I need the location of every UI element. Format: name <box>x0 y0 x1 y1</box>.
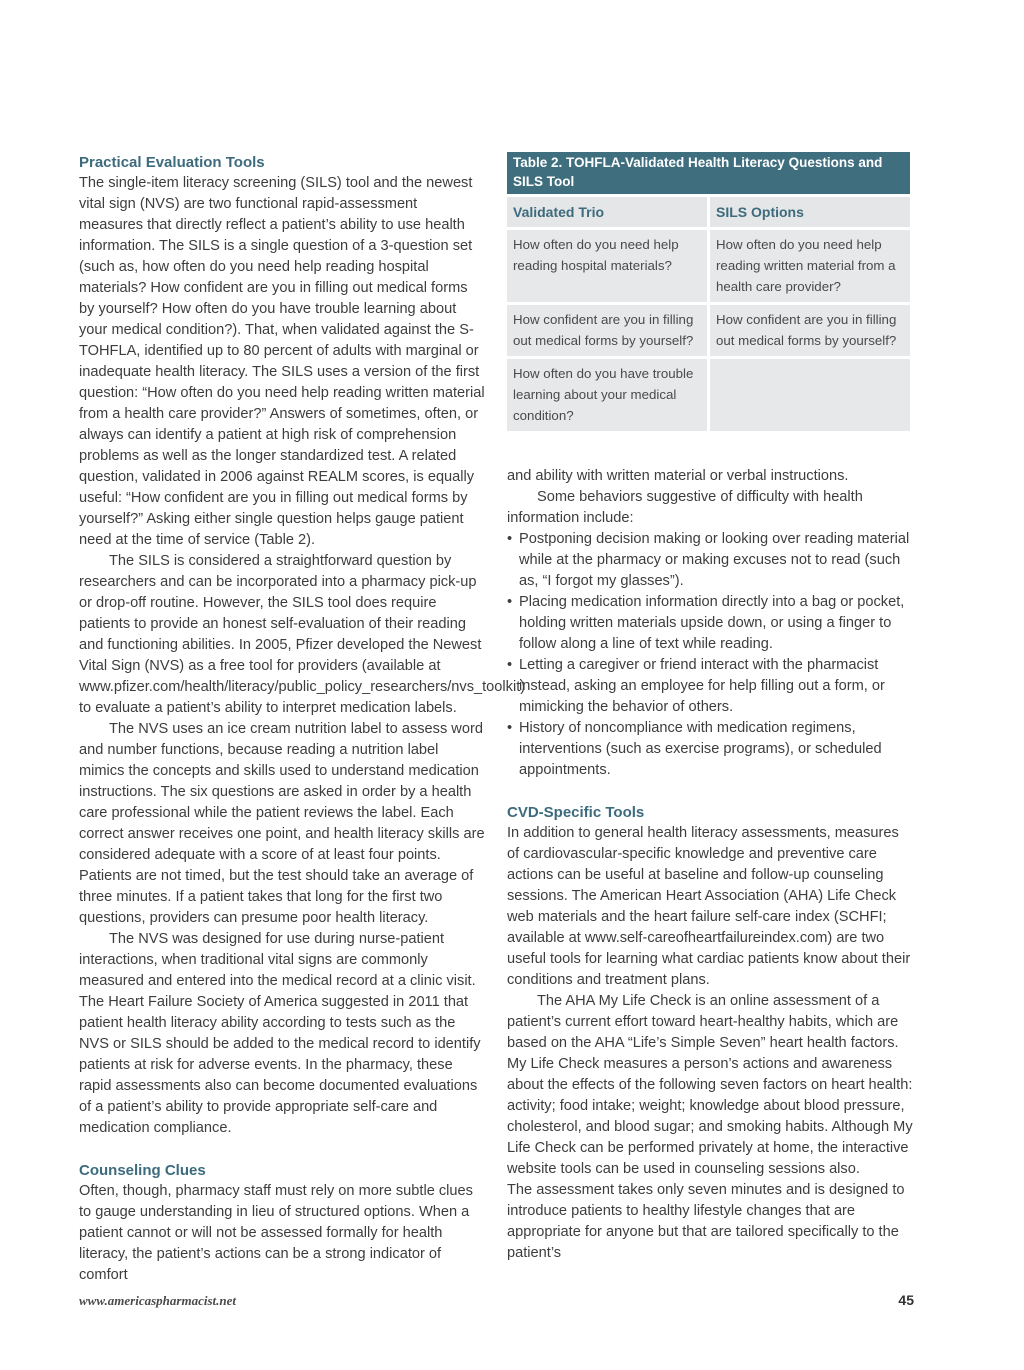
table-cell <box>710 359 910 431</box>
body-paragraph: and ability with written material or verbal instructions. <box>507 468 849 484</box>
table-row <box>507 305 910 356</box>
table-2 <box>504 149 913 434</box>
body-paragraph: The AHA My Life Check is an online assessment of a patient’s current effort toward heart-healthy habits, which are based on the AHA “Life’s Simple Seven” heart health factors. My Life Check measures a person’s actions and awareness about the effects of the following seven factors on heart health: activity; food intake; weight; knowledge about blood pressure, cholesterol, and blood sugar; and smoking habits. Although My Life Check can be performed privately at home, the interactive website tools can be used in counseling sessions also. <box>507 993 913 1177</box>
body-paragraph: Often, though, pharmacy staff must rely on more subtle clues to gauge understanding in lieu of structured options. When a patient cannot or will not be assessed formally for health literacy, the patient’s actions can be a strong indicator of comfort <box>79 1183 473 1283</box>
table-header-validated-trio: Validated Trio <box>507 197 707 227</box>
table-cell: How confident are you in filling out medical forms by yourself? <box>710 305 910 356</box>
table-row <box>507 359 910 431</box>
list-item: • Placing medication information directly into a bag or pocket, holding written materials upside down, or using a finger to follow along a line of text while reading. <box>507 592 913 655</box>
table-cell: How confident are you in filling out medical forms by yourself? <box>507 305 707 356</box>
body-paragraph: Some behaviors suggestive of difficulty with health information include: <box>507 489 863 526</box>
body-paragraph: The NVS uses an ice cream nutrition label to assess word and number functions, because reading a nutrition label mimics the concepts and skills used to understand medication instructions. The six questions are asked in order by a health care professional while the patient reviews the label. Each correct answer receives one point, and health literacy skills are considered adequate with a score of at least four points. Patients are not timed, but the test should take an average of three minutes. If a patient takes that long for the first two questions, providers can presume poor health literacy. <box>79 721 485 926</box>
left-column <box>79 152 526 1286</box>
right-column <box>507 152 913 1264</box>
table-header-sils-options: SILS Options <box>710 197 910 227</box>
body-paragraph: The single-item literacy screening (SILS) tool and the newest vital sign (NVS) are two functional rapid-assessment measures that directly reflect a patient’s ability to use health information. The SILS is a single question of a 3-question set (such as, how often do you need help reading hospital materials? How confident are you in filling out medical forms by yourself? How often do you have trouble learning about your medical condition?). That, when validated against the S-TOHFLA, identified up to 80 percent of adults with marginal or inadequate health literacy. The SILS uses a version of the first question: “How often do you need help reading written material from a health care provider?” Answers of sometimes, often, or always can identify a patient at high risk of comprehension problems as well as the longer standardized test. A related question, validated in 2006 against REALM scores, is equally useful: “How confident are you in filling out medical forms by yourself?” Asking either single question helps gauge patient need at the time of service (Table 2). <box>79 175 485 548</box>
section-heading-practical-evaluation-tools: Practical Evaluation Tools <box>79 154 265 171</box>
body-paragraph: The SILS is considered a straightforward question by researchers and can be incorporated into a pharmacy pick-up or drop-off routine. However, the SILS tool does require patients to provide an honest self-evaluation of their reading and functioning abilities. In 2005, Pfizer developed the Newest Vital Sign (NVS) as a free tool for providers (available at www.pfizer.com/health/literacy/public_policy_researchers/nvs_toolkit) to evaluate a patient’s ability to interpret medication labels. <box>79 553 526 716</box>
behavior-list <box>507 529 913 781</box>
list-item: • Letting a caregiver or friend interact with the pharmacist instead, asking an employee for help filling out a form, or mimicking the behavior of others. <box>507 655 913 718</box>
table-cell: How often do you need help reading written material from a health care provider? <box>710 230 910 302</box>
table-cell: How often do you need help reading hospital materials? <box>507 230 707 302</box>
table-row <box>507 230 910 302</box>
table-cell: How often do you have trouble learning about your medical condition? <box>507 359 707 431</box>
section-heading-cvd-specific-tools: CVD-Specific Tools <box>507 804 645 821</box>
body-paragraph: The assessment takes only seven minutes and is designed to introduce patients to healthy lifestyle changes that are appropriate for anyone but that are tailored specifically to the patient’s <box>507 1182 905 1261</box>
footer-url: www.americaspharmacist.net <box>79 1293 236 1308</box>
section-heading-counseling-clues: Counseling Clues <box>79 1162 206 1179</box>
list-item: • History of noncompliance with medication regimens, interventions (such as exercise programs), or scheduled appointments. <box>507 718 913 781</box>
page-number: 45 <box>898 1292 914 1308</box>
body-paragraph: The NVS was designed for use during nurse-patient interactions, when traditional vital signs are commonly measured and entered into the medical record at a clinic visit. The Heart Failure Society of America suggested in 2011 that patient health literacy ability according to tests such as the NVS or SILS should be added to the medical record to identify patients at risk for adverse events. In the pharmacy, these rapid assessments also can become documented evaluations of a patient’s ability to provide appropriate self-care and medication compliance. <box>79 931 481 1136</box>
body-paragraph: In addition to general health literacy assessments, measures of cardiovascular-specific knowledge and preventive care actions can be useful at baseline and follow-up counseling sessions. The American Heart Association (AHA) Life Check web materials and the heart failure self-care index (SCHFI; available at www.self-careofheartfailureindex.com) are two useful tools for learning what cardiac patients know about their conditions and treatment plans. <box>507 825 911 988</box>
table-caption: Table 2. TOHFLA-Validated Health Literacy Questions and SILS Tool <box>507 152 910 194</box>
list-item: • Postponing decision making or looking over reading material while at the pharmacy or making excuses not to read (such as, “I forgot my glasses”). <box>507 529 913 592</box>
